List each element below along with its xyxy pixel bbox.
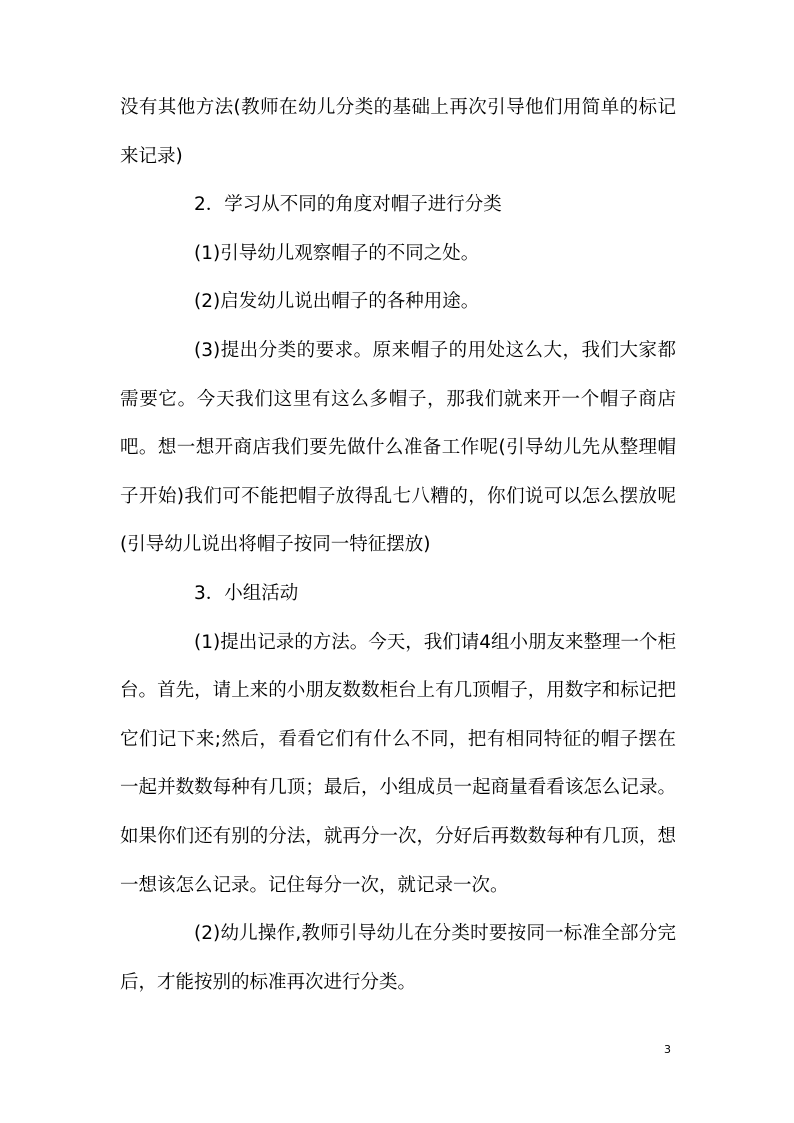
- body-text: [120, 84, 676, 1007]
- list-item-3-1: (1)提出记录的方法。今天，我们请4组小朋友来整理一个柜台。首先，请上来的小朋友数数柜台上有几顶帽子，用数字和标记把它们记下来;然后，看看它们有什么不同，把有相同特征的帽子摆在一起并数数每种有几顶；最后，小组成员一起商量看看该怎么记录。如果你们还有别的分法，就再分一次，分好后再数数每种有几顶，想一想该怎么记录。记住每分一次，就记录一次。: [120, 631, 676, 896]
- paragraph-continuation: 没有其他方法(教师在幼儿分类的基础上再次引导他们用简单的标记来记录): [120, 97, 676, 167]
- list-item-3-2: (2)幼儿操作,教师引导幼儿在分类时要按同一标准全部分完后，才能按别的标准再次进行分类。: [120, 923, 676, 993]
- list-item-2-2: (2)启发幼儿说出帽子的各种用途。: [194, 291, 480, 313]
- list-item-2-3: (3)提出分类的要求。原来帽子的用处这么大，我们大家都需要它。今天我们这里有这么多帽子，那我们就来开一个帽子商店吧。想一想开商店我们要先做什么准备工作呢(引导幼儿先从整理帽子开始)我们可不能把帽子放得乱七八糟的，你们说可以怎么摆放呢(引导幼儿说出将帽子按同一特征摆放): [120, 339, 676, 556]
- page-number: 3: [664, 1043, 671, 1056]
- section-heading-2: 2．学习从不同的角度对帽子进行分类: [194, 194, 502, 216]
- list-item-2-1: (1)引导幼儿观察帽子的不同之处。: [194, 242, 480, 264]
- section-heading-3: 3．小组活动: [194, 582, 299, 604]
